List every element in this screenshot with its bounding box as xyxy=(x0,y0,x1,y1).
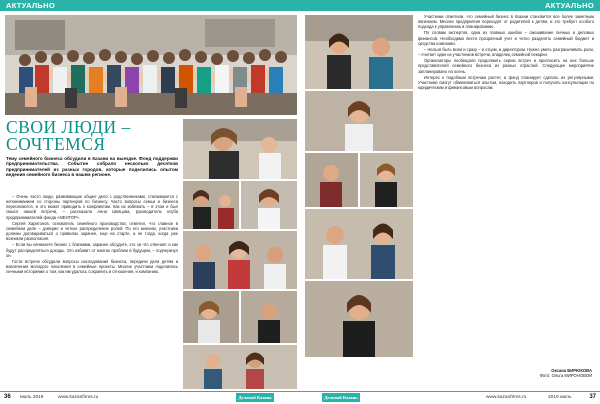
page-left xyxy=(0,11,300,391)
article-lead: Тему семейного бизнеса обсудили в Казани на выездке. Фонд поддержки предпринимательства. Событие собрало несколько десятков предпринимателей из разных городов, которые поделились опытом ведения семейного бизнеса в нашем регионе. xyxy=(6,156,178,177)
paragraph: – Если вы начинаете бизнес с близкими, заранее обсудите, кто за что отвечает и как будут распределяться доходы. Это избавит от многих проблем в будущем, – подчеркнул он. xyxy=(6,242,178,258)
paragraph: – Нельзя быть всем и сразу – и отцом, и директором. Нужно уметь разграничивать роли, – считает один из участников встречи, владелец семейной пекарни. xyxy=(418,46,594,58)
paragraph: Сергей Харитонов, основатель семейного производства, отметил, что главное в семейном деле – доверие и четкое распределение ролей. По его мнению, участники должны договариваться о правилах заранее, еще на старте, а не тогда, когда уже возникли разногласия. xyxy=(6,220,178,242)
event-photo xyxy=(304,14,414,90)
paragraph: Гости встречи обсудили вопросы наследования бизнеса, передачи дела детям и вовлечения молодого поколения в семейные проекты. Многие участники поделились личными историями о том, как им удалось сохранить и отношения, и компанию. xyxy=(6,258,178,275)
author-credit: Оксана БИРЮКОВА xyxy=(551,368,592,373)
audience-photo xyxy=(240,290,298,344)
issue-date-left: июль 2019 xyxy=(20,395,44,400)
right-body-text xyxy=(418,14,594,364)
audience-photo xyxy=(182,290,240,344)
section-header-bar xyxy=(0,0,600,11)
paragraph: Участники отметили, что семейный бизнес в Казани становится все более заметным явлением. Многие предприятия переходят от родителей к детям, и это требует особого подхода к управлению и планированию. xyxy=(418,14,594,30)
paragraph: Организаторы пообещали продолжить серию встреч и пригласить на них больше представителей семейного бизнеса из разных отраслей. Следующее мероприятие запланировано на осень. xyxy=(418,58,594,74)
section-label-left: АКТУАЛЬНО xyxy=(6,1,55,10)
paragraph: Интерес к подобным встречам растет, и фонд планирует сделать их регулярными. Участники смогут обмениваться опытом, находить партнеров и получать консультации по юридическим и финансовым вопросам. xyxy=(418,74,594,91)
group-photo xyxy=(4,14,298,116)
event-photo xyxy=(304,90,414,152)
paragraph: – Очень часто люди, развивающие общее дело с родственниками, сталкиваются с непониманием со стороны партнеров по бизнесу. Часто вопросы семьи и бизнеса пересекаются, и это может приводить к конфликтам. Как их избежать – в этом и был смысл нашей встречи, – рассказала Анна Шевцова, руководитель клуба предпринимателей фонда «МЕНТОР». xyxy=(6,194,178,220)
speaker-photo xyxy=(182,118,298,180)
article-credits xyxy=(540,368,592,378)
website-link-right[interactable]: www.kazanfirms.ru xyxy=(486,395,527,400)
magazine-logo: Деловой Казань xyxy=(236,393,274,402)
page-number-right: 37 xyxy=(589,394,596,400)
event-photo xyxy=(304,208,414,280)
audience-photo xyxy=(182,344,298,390)
issue-date-right: 2019 июль xyxy=(548,395,572,400)
audience-photo xyxy=(182,230,298,290)
left-body-text xyxy=(6,194,178,384)
page-right xyxy=(300,11,600,391)
page-footer xyxy=(0,391,600,404)
photo-credit: Фото: Ольга МИРОНОВОЙ xyxy=(539,373,592,379)
magazine-logo: Деловой Казань xyxy=(322,393,360,402)
article-title: СВОИ ЛЮДИ – СОЧТЕМСЯ xyxy=(6,117,131,154)
audience-photo xyxy=(182,180,240,230)
paragraph: По словам экспертов, одна из главных ошибок – смешивание личных и деловых финансов. Необходимо вести прозрачный учет и четко разделять семейный бюджет и средства компании. xyxy=(418,30,594,46)
audience-photo xyxy=(240,180,298,230)
event-photo xyxy=(359,152,414,208)
event-photo xyxy=(304,280,414,358)
page-number-left: 36 xyxy=(4,394,11,400)
section-label-right: АКТУАЛЬНО xyxy=(545,1,594,10)
website-link-left[interactable]: www.kazanfirms.ru xyxy=(58,395,99,400)
event-photo xyxy=(304,152,359,208)
